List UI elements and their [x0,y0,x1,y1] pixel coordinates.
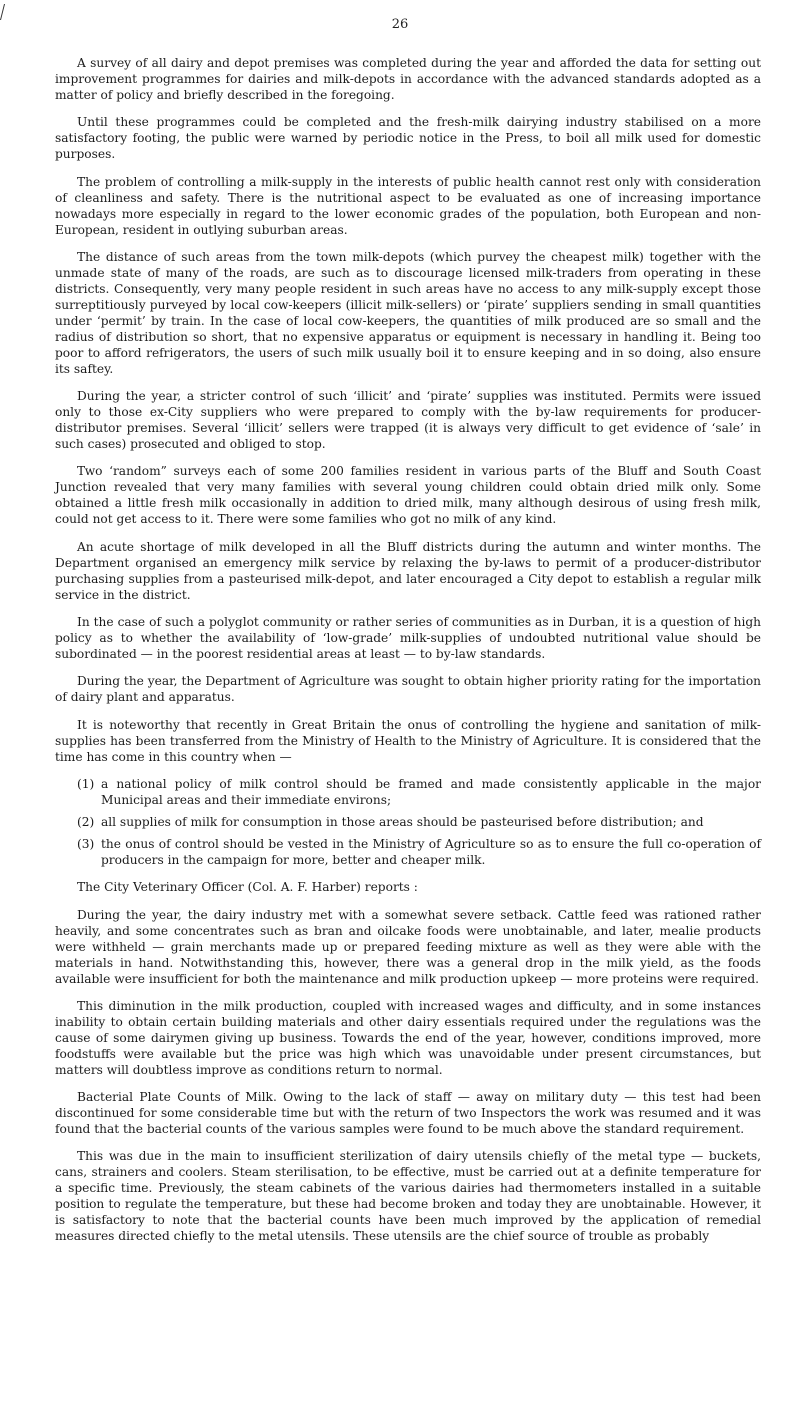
paragraph: This diminution in the milk production, coupled with increased wages and difficulty, and in some instances inability to obtain certain building materials and other dairy essentials required under the regulations was the cause of some dairymen giving up business. Towards the end of the year, however, conditions improved, more foodstuffs were available but the price was high which was unavoidable under present circumstances, but matters will doubtless improve as conditions return to normal. [55,998,761,1077]
paragraph: The distance of such areas from the town milk-depots (which purvey the cheapest milk) together with the unmade state of many of the roads, are such as to discourage licensed milk-traders from operating in these districts. Consequently, very many people resident in such areas have no access to any milk-supply except those surreptitiously purveyed by local cow-keepers (illicit milk-sellers) or ‘pirate’ suppliers sending in small quantities under ‘permit’ by train. In the case of local cow-keepers, the quantities of milk produced are so small and the radius of distribution so short, that no expensive apparatus or equipment is necessary in handling it. Being too poor to afford refrigerators, the users of such milk usually boil it to ensure keeping and in so doing, also ensure its saftey. [55,249,761,376]
paragraph: A survey of all dairy and depot premises was completed during the year and afforded the data for setting out improvement programmes for dairies and milk-depots in accordance with the advanced standards adopted as a matter of policy and briefly described in the foregoing. [55,56,761,102]
paragraph: An acute shortage of milk developed in all the Bluff districts during the autumn and winter months. The Department organised an emergency milk service by relaxing the by-laws to permit of a producer-distributor purchasing supplies from a pasteurised milk-depot, and later encouraged a City depot to establish a regular milk service in the district. [55,539,761,602]
paragraph: It is noteworthy that recently in Great Britain the onus of controlling the hygiene and sanitation of milk-supplies has been transferred from the Ministry of Health to the Ministry of Agriculture. It is considered that the time has come in this country when — [55,717,761,764]
paragraph: This was due in the main to insufficient sterilization of dairy utensils chiefly of the metal type — buckets, cans, strainers and coolers. Steam sterilisation, to be effective, must be carried out at a definite temperature for a specific time. Previously, the steam cabinets of the various dairies had thermometers installed in a suitable position to regulate the temperature, but these had become broken and today they are unobtainable. However, it is satisfactory to note that the bacterial counts have been much improved by the application of remedial measures directed chiefly to the metal utensils. These utensils are the chief source of trouble as probably [55,1149,761,1244]
document-body [55,55,761,1256]
paragraph: Bacterial Plate Counts of Milk. Owing to the lack of staff — away on military duty — this test had been discontinued for some considerable time but with the return of two Inspectors the work was resumed and it was found that the bacterial counts of the various samples were found to be much above the standard requirement. [55,1090,761,1137]
list-item [55,776,761,808]
paragraph: During the year, the dairy industry met with a somewhat severe setback. Cattle feed was rationed rather heavily, and some concentrates such as bran and oilcake foods were unobtainable, and later, mealie products were withheld — grain merchants made up or prepared feeding mixture as well as they were able with the materials in hand. Notwithstanding this, however, there was a general drop in the milk yield, as the foods available were insufficient for both the maintenance and milk production upkeep — more proteins were required. [55,907,761,986]
numbered-list [55,776,761,868]
list-item-text: a national policy of milk control should be framed and made consistently applicable in the major Municipal areas and their immediate environs; [101,776,761,807]
paragraph: The City Veterinary Officer (Col. A. F. Harber) reports : [77,880,418,895]
paragraph: During the year, a stricter control of such ‘illicit’ and ‘pirate’ supplies was instituted. Permits were issued only to those ex-City suppliers who were prepared to comply with the by-law requirements for producer-distributor premises. Several ‘illicit’ sellers were trapped (it is always very difficult to get evidence of ‘sale’ in such cases) prosecuted and obliged to stop. [55,389,761,452]
list-item-text: the onus of control should be vested in the Ministry of Agriculture so as to ensure the full co-operation of producers in the campaign for more, better and cheaper milk. [101,836,761,867]
page-number: 26 [391,17,409,32]
list-item [55,836,761,868]
paragraph: Two ‘random” surveys each of some 200 families resident in various parts of the Bluff and South Coast Junction revealed that very many families with several young children could obtain dried milk only. Some obtained a little fresh milk occasionally in addition to dried milk, many although desirous of using fresh milk, could not get access to it. There were some families who got no milk of any kind. [55,464,761,527]
list-item-number: (3) [77,836,95,851]
paragraph: During the year, the Department of Agriculture was sought to obtain higher priority rating for the importation of dairy plant and apparatus. [55,674,761,705]
paragraph: Until these programmes could be completed and the fresh-milk dairying industry stabilised on a more satisfactory footing, the public were warned by periodic notice in the Press, to boil all milk used for domestic purposes. [55,115,761,162]
paragraph: In the case of such a polyglot community or rather series of communities as in Durban, it is a question of high policy as to whether the availability of ‘low-grade’ milk-supplies of undoubted nutritional value should be subordinated — in the poorest residential areas at least — to by-law standards. [55,615,761,662]
list-item-number: (2) [77,814,95,829]
paragraph: The problem of controlling a milk-supply in the interests of public health cannot rest only with consideration of cleanliness and safety. There is the nutritional aspect to be evaluated as one of increasing importance nowadays more especially in regard to the lower economic grades of the population, both European and non-European, resident in outlying suburban areas. [55,174,761,237]
list-item-text: all supplies of milk for consumption in those areas should be pasteurised before distribution; and [101,814,704,829]
list-item-number: (1) [77,776,95,791]
list-item [55,814,761,830]
